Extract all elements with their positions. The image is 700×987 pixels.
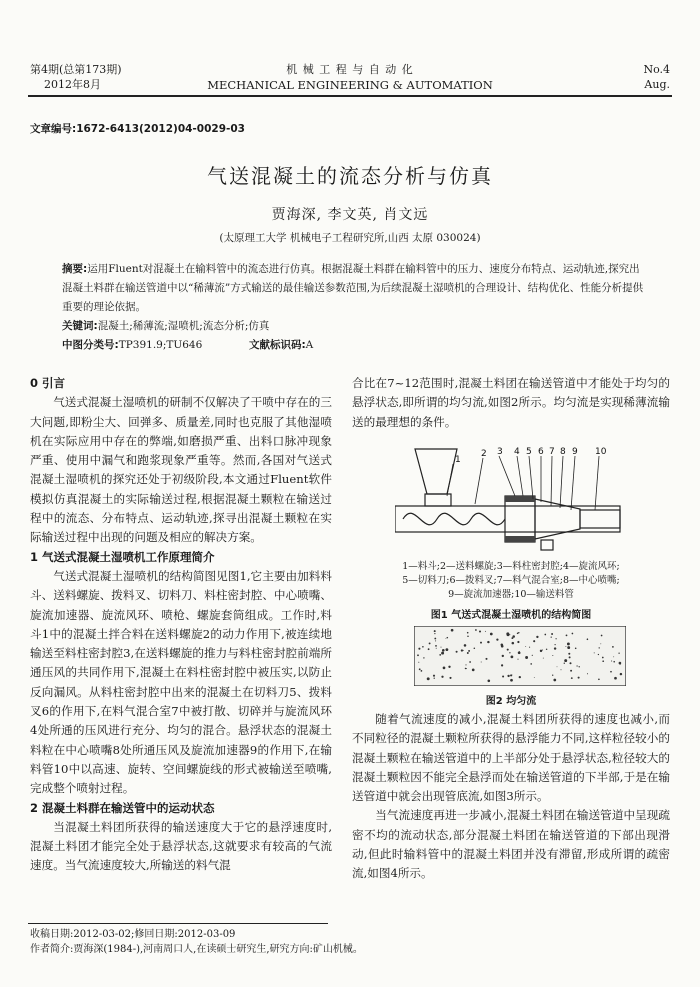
particle	[501, 664, 503, 666]
particle	[465, 668, 466, 669]
particle	[587, 639, 589, 641]
particle	[612, 646, 614, 648]
section-2-heading: 2 混凝土料群在输送管中的运动状态	[30, 800, 215, 815]
particle	[480, 642, 482, 644]
particle	[440, 647, 441, 648]
particle	[509, 634, 510, 635]
particle	[465, 664, 466, 665]
particle	[517, 633, 519, 635]
screw-conveyor	[403, 513, 505, 525]
abstract-label: 摘要:	[62, 263, 88, 275]
particle	[611, 660, 612, 661]
particle	[572, 633, 574, 635]
particle	[485, 658, 487, 660]
particle	[423, 657, 424, 658]
journal-title-cn: 机 械 工 程 与 自 动 化	[286, 63, 414, 76]
particle	[579, 666, 580, 667]
particle	[555, 638, 556, 639]
particle	[418, 662, 419, 663]
keywords-label: 关键词:	[62, 320, 98, 332]
particle	[554, 647, 556, 649]
particle	[464, 644, 467, 647]
particle	[601, 635, 603, 637]
particle	[468, 650, 470, 652]
paragraph-continued: 合比在7~12范围时,混凝土料团在输送管道中才能处于均匀的悬浮状态,即所谓的均匀流,如图2所示。均匀流是实现稀薄流输送的最理想的条件。	[352, 376, 670, 429]
particle	[530, 663, 532, 665]
particle	[620, 664, 621, 665]
outlet-pipe	[580, 510, 620, 528]
particle	[445, 648, 448, 651]
particle	[519, 676, 521, 678]
particle	[502, 655, 504, 657]
particle	[417, 654, 419, 656]
particle	[435, 640, 436, 641]
paragraph-principle: 气送式混凝土湿喷机的结构简图见图1,它主要由加料料斗、送料螺旋、拨料叉、切料刀、料柱密封腔、中心喷嘴、旋流加速器、旋流风环、喷枪、螺旋套筒组成。工作时,料斗1中的混凝土拌合料在送料螺旋2的动力作用下,被连续地输送至料柱密封腔3,在送料螺旋的推力与料柱密封腔前端所通压风的共同作用下,混凝土在料柱密封腔中被压实,以防止反向漏风。从料柱密封腔中出来的混凝土在切料刀5、拨料叉6的作用下,在料气混合室7中被打散、切碎并与旋流风环4处所通的压风进行充分、均匀的混合。悬浮状态的混凝土料粒在中心喷嘴8处所通压风及旋流加速器9的作用下,在输料管10中以高速、旋转、空间螺旋线的形式被输送至喷嘴,完成整个喷射过程。	[30, 568, 332, 796]
fig1-label-3: 3	[497, 447, 503, 457]
particle	[469, 661, 471, 663]
keywords	[62, 317, 644, 336]
abstract	[62, 260, 644, 317]
particle	[569, 662, 571, 664]
particle	[599, 647, 600, 648]
particle	[566, 635, 568, 637]
particle	[602, 657, 604, 659]
particle	[557, 666, 558, 667]
particle	[598, 678, 600, 680]
author-info: 作者简介:贾海深(1984-),河南周口人,在读硕士研究生,研究方向:矿山机械。	[30, 944, 363, 955]
particle	[598, 654, 599, 655]
particle	[419, 668, 421, 670]
classification	[62, 336, 644, 355]
particle	[576, 665, 577, 666]
particle	[544, 634, 546, 636]
particle	[441, 652, 444, 655]
particle	[543, 658, 544, 659]
particle	[613, 661, 615, 663]
issue-number: 第4期(总第173期)	[30, 63, 122, 76]
particle	[506, 632, 509, 635]
figure-1-caption: 图1 气送式混凝土湿喷机的结构简图	[430, 610, 592, 621]
fig1-label-1: 1	[455, 455, 461, 465]
particle	[552, 675, 553, 676]
particle	[433, 675, 435, 677]
particle	[434, 633, 435, 634]
particle	[474, 648, 476, 650]
particle	[569, 656, 571, 658]
particle	[517, 641, 519, 643]
particle	[443, 667, 446, 670]
particle	[529, 647, 530, 648]
particle	[610, 671, 612, 673]
particle	[565, 646, 566, 647]
journal-title-en: MECHANICAL ENGINEERING & AUTOMATION	[207, 78, 493, 92]
figure-1-diagram	[395, 444, 633, 556]
authors: 贾海深, 李文英, 肖文远	[271, 207, 429, 223]
particle	[429, 642, 431, 644]
legend-line-2: 5—切料刀;6—拨料叉;7—料气混合室;8—中心喷嘴;	[402, 575, 620, 586]
particle	[467, 632, 469, 634]
particle	[571, 677, 573, 679]
particle	[525, 656, 528, 659]
particle	[602, 660, 604, 662]
mixing-chamber	[535, 499, 580, 539]
particle	[434, 630, 436, 632]
particle	[439, 654, 441, 656]
air-inlet	[541, 540, 553, 550]
particle	[512, 642, 515, 645]
particle	[511, 674, 512, 675]
particle	[567, 646, 570, 649]
paragraph-dense-flow: 当气流速度再进一步减小,混凝土料团在输送管道中呈现疏密不均的流动状态,部分混凝土料团在输送管道的下部出现滑动,但此时输料管中的混凝土料团并没有滞留,形成所谓的疏密流,如图4所示。	[352, 808, 670, 881]
particle	[511, 637, 513, 639]
particle	[427, 677, 430, 680]
particle	[552, 655, 553, 656]
particle	[587, 673, 588, 674]
particle	[448, 666, 450, 668]
sealing-chamber	[505, 496, 535, 542]
abstract-text: 运用Fluent对混凝土在输料管中的流态进行仿真。根据混凝土料群在输料管中的压力、速度分布特点、运动轨迹,探究出混凝土料群在输送管道中以“稀薄流”方式输送的最佳输送参数范围,为后续混凝土湿喷机的合理设计、结构优化、性能分析提供重要的理论依据。	[62, 263, 644, 313]
paragraph-motion: 当混凝土料团所获得的输送速度大于它的悬浮速度时,混凝土料团才能完全处于悬浮状态,这就要求有较高的气流速度。当气流速度较大,所输送的料气混	[30, 819, 332, 873]
particle	[481, 662, 482, 663]
particle	[467, 636, 469, 638]
particle	[567, 642, 570, 645]
fig1-label-7: 7	[549, 447, 555, 457]
particle	[564, 659, 567, 662]
issue-month: Aug.	[644, 78, 670, 91]
paper-title: 气送混凝土的流态分析与仿真	[207, 164, 493, 188]
particle	[422, 646, 424, 648]
clc-value: TP391.9;TU646	[118, 339, 203, 351]
particle	[551, 633, 553, 635]
particle	[490, 633, 493, 636]
particle	[620, 673, 622, 675]
particle	[456, 651, 458, 653]
legend-line-1: 1—料斗;2—送料螺旋;3—料柱密封腔;4—旋流风环;	[402, 561, 620, 572]
particle	[485, 631, 486, 632]
particle	[502, 675, 504, 677]
issue-no: No.4	[643, 63, 670, 76]
doc-code-value: A	[305, 339, 314, 351]
particle	[534, 677, 535, 678]
particle	[479, 630, 481, 632]
particle	[463, 650, 464, 651]
left-column	[30, 374, 332, 876]
legend-line-3: 9—旋流加速器;10—输送料管	[448, 589, 574, 600]
particle	[507, 649, 509, 651]
fig1-label-6: 6	[538, 447, 544, 457]
figure-2-uniform-flow	[414, 626, 626, 686]
particle	[542, 650, 543, 651]
keywords-text: 混凝土;稀薄流;湿喷机;流态分析;仿真	[97, 320, 270, 332]
particle	[533, 640, 535, 642]
particle	[461, 649, 463, 651]
clc-label: 中图分类号:	[62, 339, 119, 351]
particle	[518, 652, 520, 654]
particle	[435, 645, 437, 647]
particle	[618, 653, 619, 654]
particle	[510, 679, 513, 682]
section-1-heading: 1 气送式混凝土湿喷机工作原理简介	[30, 549, 215, 564]
fig1-label-5: 5	[526, 447, 532, 457]
particle	[564, 663, 565, 664]
particle	[613, 656, 614, 657]
issue-date: 2012年8月	[44, 78, 101, 91]
paragraph-intro: 气送式混凝土湿喷机的研制不仅解决了干喷中存在的三大问题,即粉尘大、回弹多、质量差,同时也克服了其他湿喷机在实际应用中存在的弊端,如磨损严重、出料口脉冲现象严重、使用中漏气和跑浆现象严重等。然而,各国对气送式混凝土湿喷机的探究还处于初级阶段,本文通过Fluent软件模拟仿真混凝土的实际输送过程,根据混凝土颗粒在输送过程中的流态、分布特点、运动轨迹,探寻出混凝土颗粒在实际输送过程中出现的问题及相应的解决方案。	[30, 395, 332, 545]
particle	[561, 669, 562, 670]
particle	[436, 648, 437, 649]
particle	[568, 653, 570, 655]
particle	[501, 645, 504, 648]
footnote-rule	[28, 923, 328, 924]
particle	[553, 679, 556, 682]
particle	[421, 670, 423, 672]
particle	[540, 650, 542, 652]
particle	[532, 655, 533, 656]
particle	[546, 649, 547, 650]
fig1-label-2: 2	[481, 449, 487, 459]
header-rule	[28, 95, 672, 97]
fig1-label-8: 8	[560, 447, 566, 457]
particle	[434, 638, 436, 640]
particle	[525, 646, 526, 647]
particle	[434, 678, 435, 679]
particle	[475, 629, 477, 631]
particle	[536, 636, 538, 638]
particle	[614, 677, 617, 680]
received-date: 收稿日期:2012-03-02;修回日期:2012-03-09	[30, 929, 236, 940]
particle	[449, 677, 451, 679]
particle	[517, 659, 518, 660]
particle	[600, 643, 601, 644]
particle	[496, 638, 498, 640]
particle	[418, 648, 420, 650]
hopper-shape	[415, 449, 457, 494]
fig1-label-10: 10	[595, 447, 607, 457]
fig1-label-4: 4	[514, 447, 520, 457]
particle	[447, 637, 449, 639]
particle	[509, 652, 510, 653]
particle	[507, 675, 509, 677]
particle	[446, 638, 447, 639]
particle	[594, 652, 595, 653]
particle	[487, 641, 489, 643]
article-id: 文章编号:1672-6413(2012)04-0029-03	[30, 123, 245, 135]
figure-1-legend	[352, 560, 670, 602]
particle	[551, 636, 552, 637]
paragraph-bottom-flow: 随着气流速度的减小,混凝土料团所获得的速度也减小,而不同粒径的混凝土颗粒所获得的悬浮能力不同,这样粒径较小的混凝土颗粒在输送管道中的上半部分处于悬浮状态,粒径较大的混凝土颗粒因不能完全悬浮而处在输送管道的下半部,于是在输送管道中就会出现管底流,如图3所示。	[352, 712, 670, 804]
particle	[570, 670, 572, 672]
fig1-label-9: 9	[572, 447, 578, 457]
particle	[511, 656, 514, 659]
affiliation: (太原理工大学 机械电子工程研究所,山西 太原 030024)	[219, 232, 481, 244]
figure-2-caption: 图2 均匀流	[485, 696, 537, 707]
right-column-bottom	[352, 710, 670, 884]
particle	[442, 649, 445, 652]
particle	[451, 629, 454, 632]
particle	[488, 680, 491, 683]
section-0-heading: 0 引言	[30, 376, 66, 390]
particle	[575, 648, 577, 650]
particle	[578, 677, 580, 679]
doc-code-label: 文献标识码:	[248, 339, 306, 351]
particle	[428, 648, 430, 650]
particle	[441, 676, 443, 678]
right-column-top	[352, 374, 670, 432]
particle	[467, 652, 469, 654]
particle	[472, 669, 475, 672]
particle	[555, 644, 556, 645]
